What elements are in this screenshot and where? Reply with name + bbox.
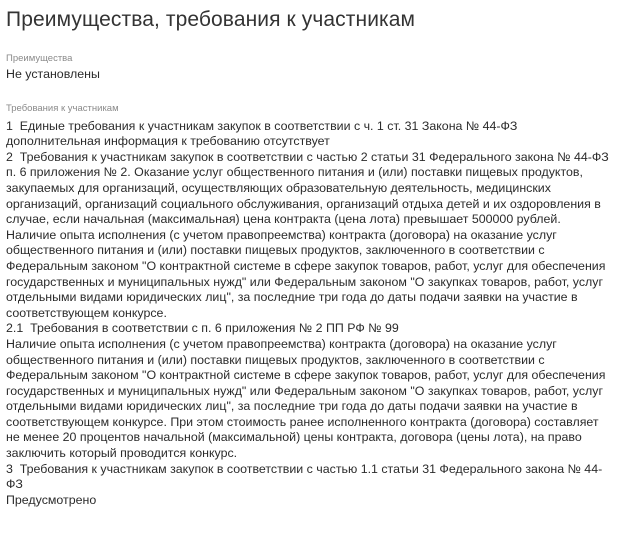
requirement-2-heading: 2 Требования к участникам закупок в соответствии с частью 2 статьи 31 Федерального закона № 44-ФЗ <box>6 149 609 164</box>
advantages-label: Преимущества <box>6 53 73 64</box>
requirements-label: Требования к участникам <box>6 102 119 114</box>
requirement-1-detail: дополнительная информация к требованию отсутствует <box>6 134 330 149</box>
requirement-2-detail: п. 6 приложения № 2. Оказание услуг общественного питания и (или) поставки пищевых продуктов, закупаемых для организаций, осуществляющих образовательную деятельность, медицинских организаций, организаций социального обслуживания, организаций отдыха детей и их оздоровления в случае, если начальная (максимальная) цена контракта (цена лота) превышает 500000 рублей. Наличие опыта исполнения (с учетом правопреемства) контракта (договора) на оказание услуг общественного питания и (или) поставки пищевых продуктов, заключенного в соответствии с Федеральным законом "О контрактной системе в сфере закупок товаров, работ, услуг для обеспечения государственных и муниципальных нужд" или Федеральным законом "О закупках товаров, работ, услуг отдельными видами юридических лиц", за последние три года до даты подачи заявки на участие в соответствующем конкурсе. <box>6 165 609 320</box>
advantages-section <box>6 53 611 83</box>
requirement-2-1-detail: Наличие опыта исполнения (с учетом правопреемства) контракта (договора) на оказание услуг общественного питания и (или) поставки пищевых продуктов, заключенного в соответствии с Федеральным законом "О контрактной системе в сфере закупок товаров, работ, услуг для обеспечения государственных и муниципальных нужд" или Федеральным законом "О закупках товаров, работ, услуг отдельными видами юридических лиц", за последние три года до даты подачи заявки на участие в соответствующем конкурсе. При этом стоимость ранее исполненного контракта (договора) составляет не менее 20 процентов начальной (максимальной) цены контракта, договора (цены лота), на право заключить который проводится конкурс. <box>6 336 609 461</box>
requirement-2-1-heading: 2.1 Требования в соответствии с п. 6 приложения № 2 ПП РФ № 99 <box>6 321 399 336</box>
advantages-value: Не установлены <box>6 67 100 81</box>
requirement-3-detail: Предусмотрено <box>6 492 97 507</box>
requirement-3-heading: 3 Требования к участникам закупок в соответствии с частью 1.1 статьи 31 Федерального закона № 44-ФЗ <box>6 461 603 492</box>
requirements-list <box>6 119 611 509</box>
requirements-section <box>6 103 611 509</box>
page-title: Преимущества, требования к участникам <box>6 8 416 31</box>
requirement-1-heading: 1 Единые требования к участникам закупок в соответствии с ч. 1 ст. 31 Закона № 44-ФЗ <box>6 118 518 133</box>
